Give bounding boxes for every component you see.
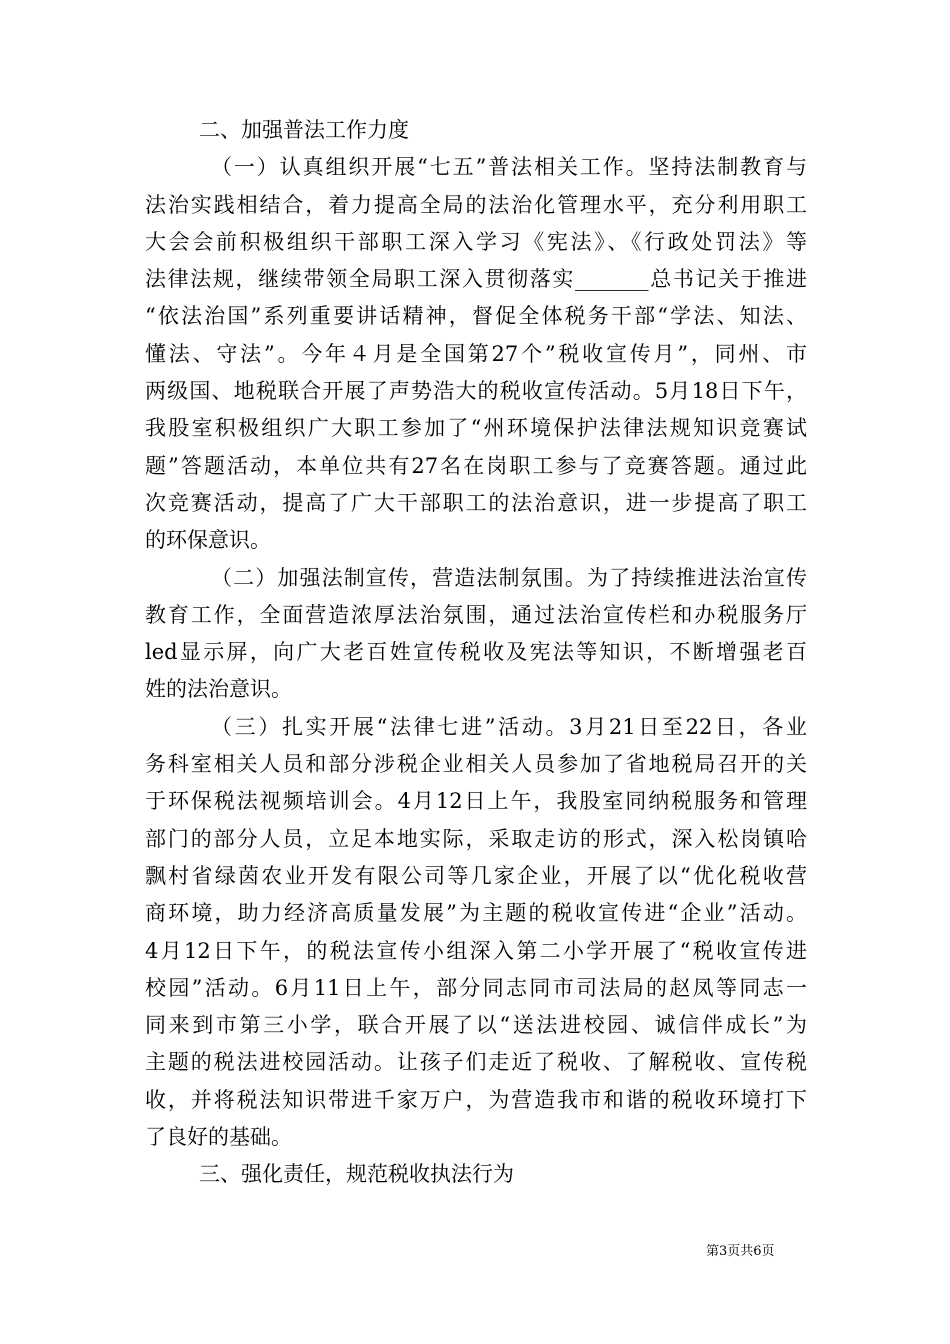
paragraph-line: 4月12日下午，的税法宣传小组深入第二小学开展了“税收宣传进 [145, 938, 807, 963]
paragraph-line: 了良好的基础。 [145, 1125, 292, 1150]
paragraph-line: 的环保意识。 [145, 528, 271, 553]
paragraph-line: 我股室积极组织广大职工参加了“州环境保护法律法规知识竞赛试 [145, 416, 807, 441]
paragraph-line: led显示屏，向广大老百姓宣传税收及宪法等知识，不断增强老百 [145, 640, 807, 665]
paragraph-line: 务科室相关人员和部分涉税企业相关人员参加了省地税局召开的关 [145, 752, 807, 777]
paragraph-line: 校园”活动。6月11日上午，部分同志同市司法局的赵凤等同志一 [145, 975, 807, 1000]
paragraph-line: 题”答题活动，本单位共有27名在岗职工参与了竞赛答题。通过此 [145, 453, 807, 478]
paragraph-line: 大会会前积极组织干部职工深入学习《宪法》、《行政处罚法》等 [145, 229, 807, 254]
paragraph-line: 同来到市第三小学，联合开展了以“送法进校园、诚信伴成长”为 [145, 1013, 807, 1038]
section-heading-3: 三、强化责任，规范税收执法行为 [199, 1162, 514, 1187]
paragraph-line: 于环保税法视频培训会。4月12日上午，我股室同纳税服务和管理 [145, 789, 807, 814]
paragraph-line: “依法治国”系列重要讲话精神，督促全体税务干部“学法、知法、 [145, 304, 807, 329]
paragraph-line: 商环境，助力经济高质量发展”为主题的税收宣传进“企业”活动。 [145, 901, 807, 926]
page-number: 第3页共6页 [706, 1244, 775, 1259]
paragraph-line: （三）扎实开展“法律七进”活动。3月21日至22日，各业 [211, 714, 807, 739]
paragraph-line: 部门的部分人员，立足本地实际，采取走访的形式，深入松岗镇哈 [145, 826, 807, 851]
paragraph-line: 姓的法治意识。 [145, 677, 292, 702]
paragraph-line: 法律法规，继续带领全局职工深入贯彻落实_______总书记关于推进 [145, 267, 807, 292]
paragraph-line: 懂法、守法”。今年４月是全国第27个”税收宣传月”，同州、市 [145, 341, 807, 366]
section-heading-2: 二、加强普法工作力度 [199, 118, 409, 142]
paragraph-line: 主题的税法进校园活动。让孩子们走近了税收、了解税收、宣传税 [145, 1050, 807, 1075]
paragraph-line: 两级国、地税联合开展了声势浩大的税收宣传活动。5月18日下午， [145, 379, 807, 404]
paragraph-line: 飘村省绿茵农业开发有限公司等几家企业，开展了以“优化税收营 [145, 863, 807, 888]
document-body [145, 112, 807, 1194]
paragraph-line: 次竞赛活动，提高了广大干部职工的法治意识，进一步提高了职工 [145, 490, 807, 515]
paragraph-line: 教育工作，全面营造浓厚法治氛围，通过法治宣传栏和办税服务厅 [145, 602, 807, 627]
paragraph-line: 收，并将税法知识带进千家万户，为营造我市和谐的税收环境打下 [145, 1087, 807, 1112]
paragraph-line: （一）认真组织开展“七五”普法相关工作。坚持法制教育与 [211, 155, 807, 180]
paragraph-line: 法治实践相结合，着力提高全局的法治化管理水平，充分利用职工 [145, 192, 807, 217]
paragraph-line: （二）加强法制宣传，营造法制氛围。为了持续推进法治宣传 [211, 565, 807, 590]
